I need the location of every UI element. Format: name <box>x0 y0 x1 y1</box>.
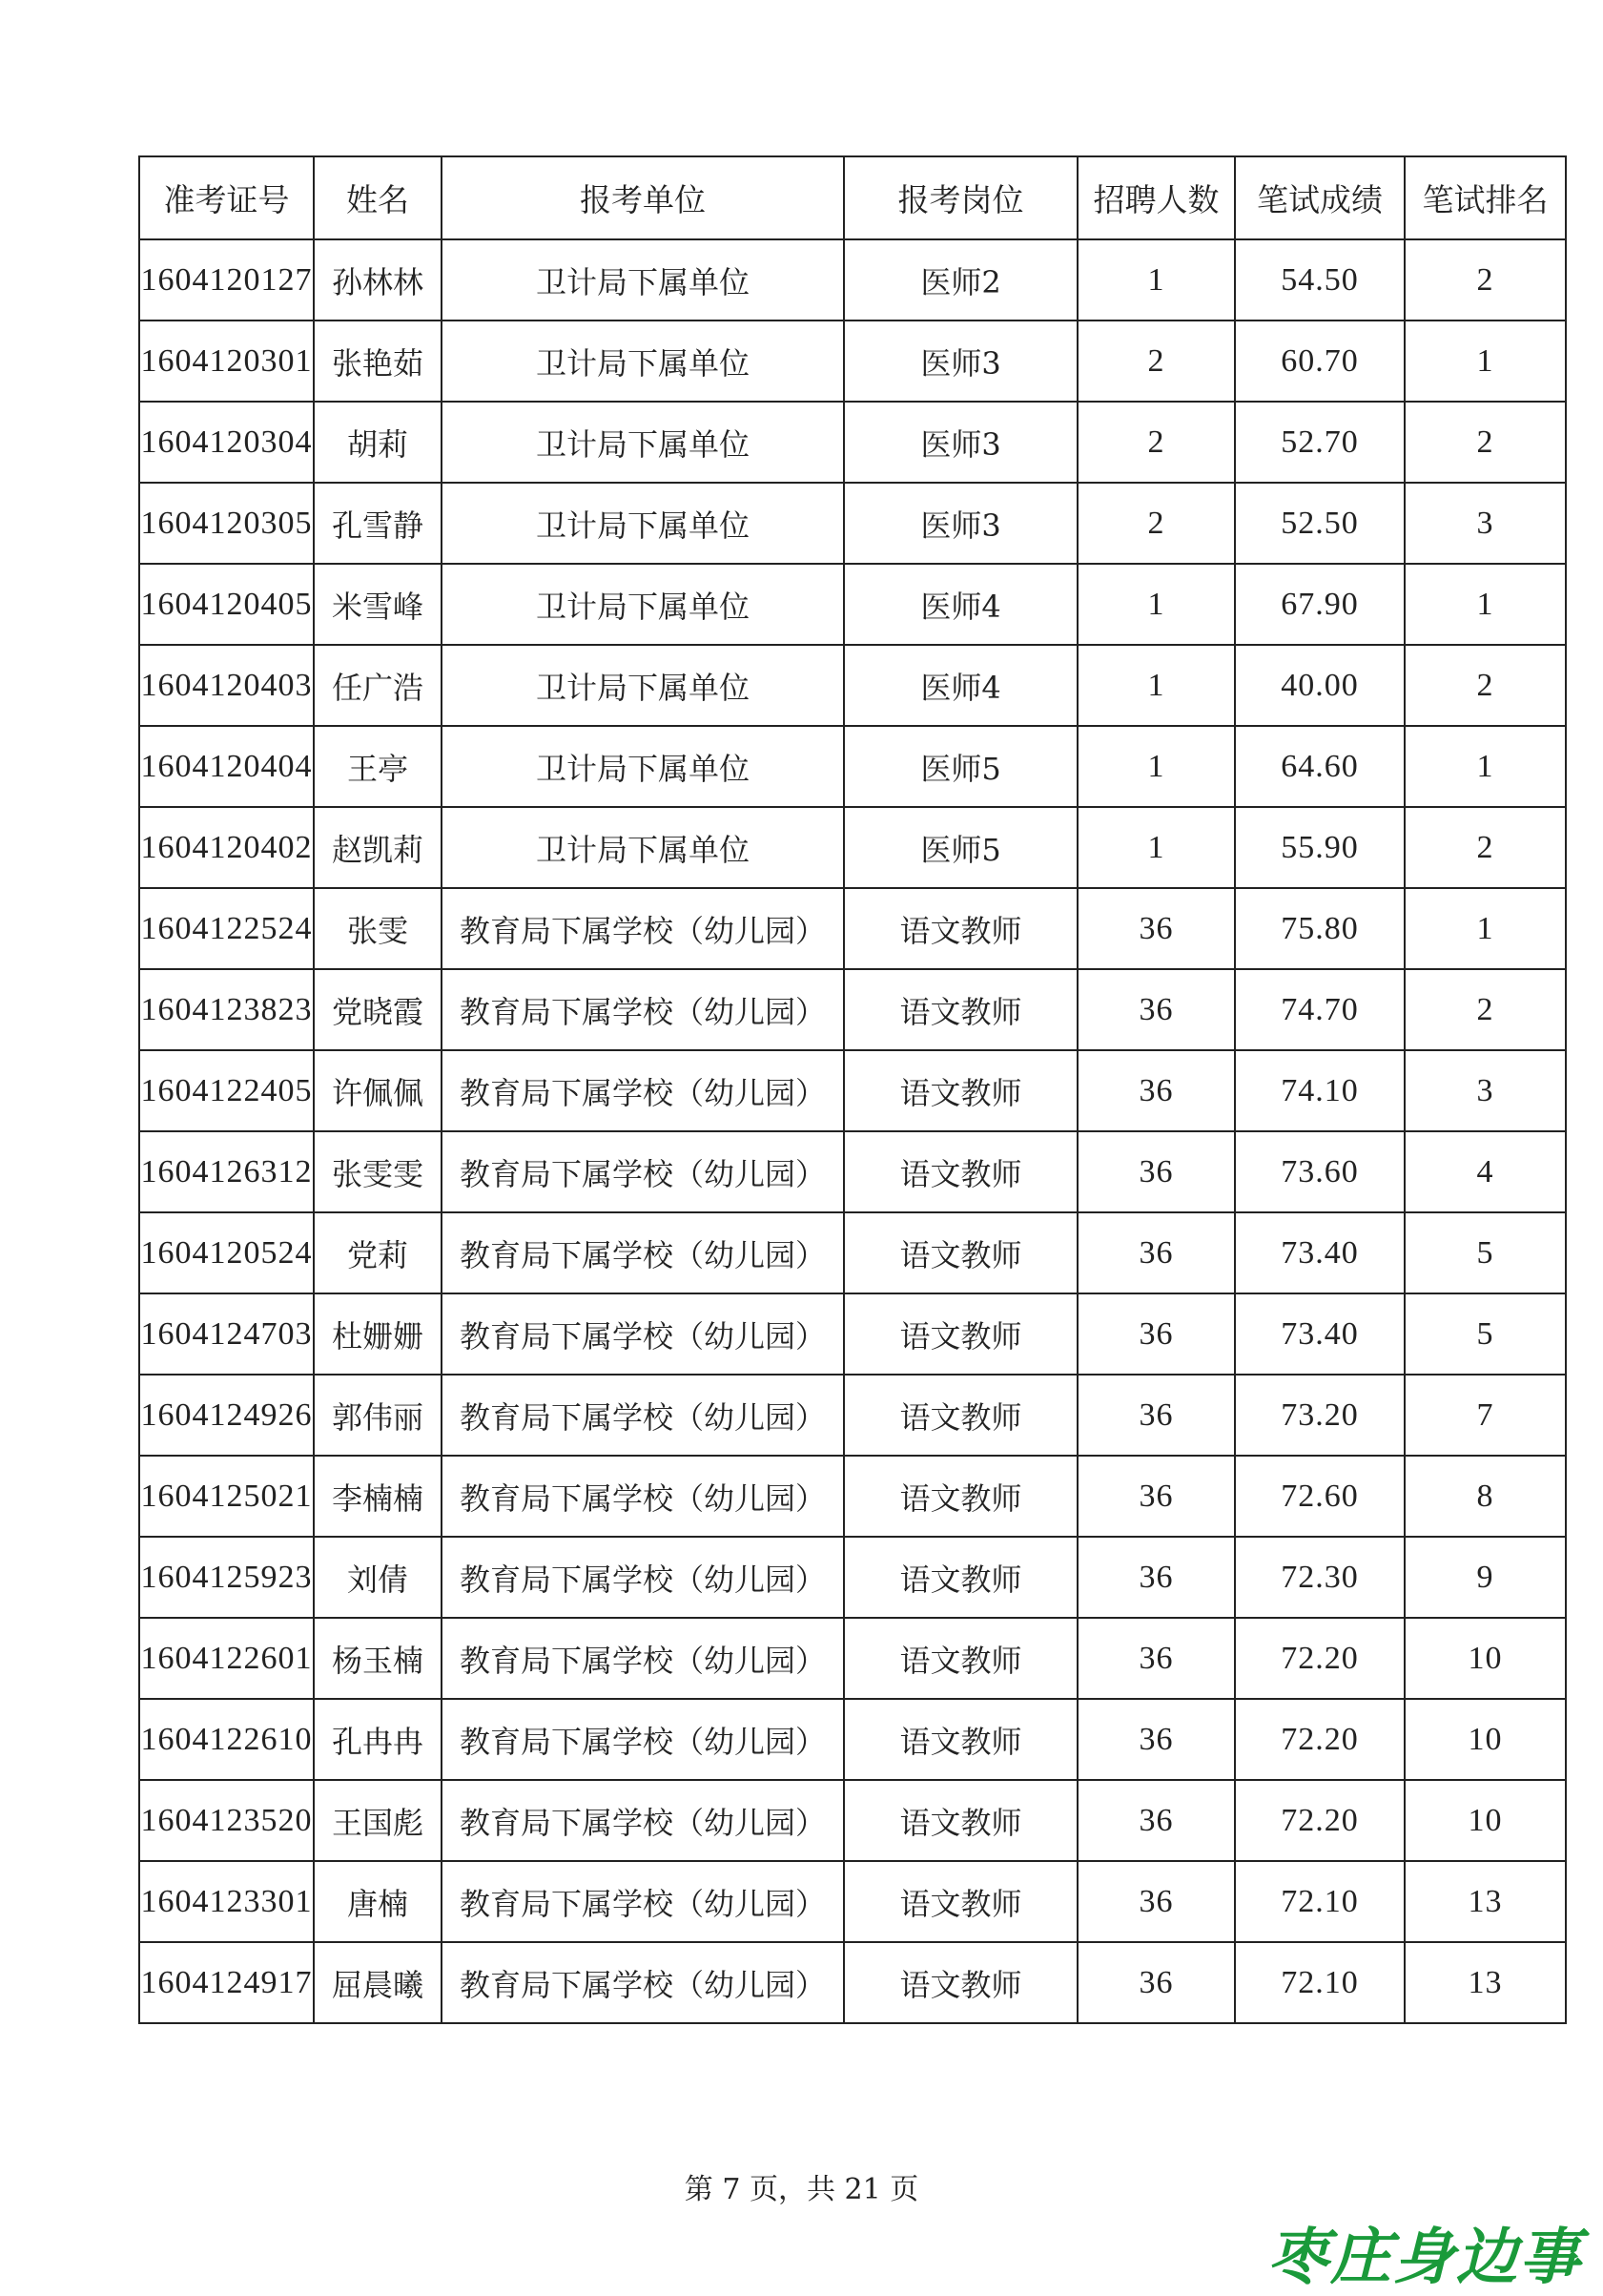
cell-name: 屈晨曦 <box>314 1942 442 2023</box>
table-row <box>139 1293 1566 1375</box>
cell-written-rank: 8 <box>1405 1456 1566 1537</box>
cell-written-score: 74.70 <box>1235 969 1405 1050</box>
cell-written-score: 73.40 <box>1235 1293 1405 1375</box>
cell-written-rank: 2 <box>1405 645 1566 726</box>
cell-written-score: 72.60 <box>1235 1456 1405 1537</box>
cell-name: 党莉 <box>314 1212 442 1293</box>
cell-written-rank: 2 <box>1405 969 1566 1050</box>
cell-name: 孔冉冉 <box>314 1699 442 1780</box>
header-written-score: 笔试成绩 <box>1235 156 1405 239</box>
cell-written-rank: 2 <box>1405 402 1566 483</box>
page-number: 第 7 页，共 21 页 <box>684 2173 919 2206</box>
cell-hiring-count: 36 <box>1078 1537 1235 1618</box>
cell-position: 语文教师 <box>844 1456 1078 1537</box>
cell-name: 胡莉 <box>314 402 442 483</box>
cell-written-rank: 2 <box>1405 807 1566 888</box>
cell-unit: 教育局下属学校（幼儿园） <box>442 1942 844 2023</box>
cell-hiring-count: 36 <box>1078 1131 1235 1212</box>
cell-written-score: 60.70 <box>1235 321 1405 402</box>
cell-exam-id: 1604120305 <box>139 483 314 564</box>
cell-exam-id: 1604120127 <box>139 239 314 321</box>
cell-written-rank: 3 <box>1405 1050 1566 1131</box>
cell-name: 米雪峰 <box>314 564 442 645</box>
cell-name: 党晓霞 <box>314 969 442 1050</box>
table-row <box>139 1212 1566 1293</box>
cell-written-rank: 1 <box>1405 321 1566 402</box>
cell-exam-id: 1604122601 <box>139 1618 314 1699</box>
cell-exam-id: 1604120404 <box>139 726 314 807</box>
header-name: 姓名 <box>314 156 442 239</box>
table-body <box>139 239 1566 2023</box>
cell-position: 语文教师 <box>844 888 1078 969</box>
cell-written-score: 72.30 <box>1235 1537 1405 1618</box>
cell-hiring-count: 36 <box>1078 888 1235 969</box>
header-hiring-count: 招聘人数 <box>1078 156 1235 239</box>
cell-exam-id: 1604123823 <box>139 969 314 1050</box>
cell-name: 许佩佩 <box>314 1050 442 1131</box>
cell-unit: 教育局下属学校（幼儿园） <box>442 1131 844 1212</box>
cell-exam-id: 1604120301 <box>139 321 314 402</box>
table-row <box>139 1618 1566 1699</box>
cell-exam-id: 1604120402 <box>139 807 314 888</box>
cell-position: 语文教师 <box>844 1618 1078 1699</box>
cell-written-rank: 13 <box>1405 1861 1566 1942</box>
cell-exam-id: 1604126312 <box>139 1131 314 1212</box>
cell-written-score: 64.60 <box>1235 726 1405 807</box>
header-written-rank: 笔试排名 <box>1405 156 1566 239</box>
cell-unit: 卫计局下属单位 <box>442 483 844 564</box>
cell-name: 张雯 <box>314 888 442 969</box>
cell-position: 医师5 <box>844 726 1078 807</box>
table-row <box>139 1456 1566 1537</box>
cell-written-rank: 1 <box>1405 564 1566 645</box>
cell-written-score: 72.10 <box>1235 1942 1405 2023</box>
cell-written-score: 75.80 <box>1235 888 1405 969</box>
cell-written-rank: 10 <box>1405 1780 1566 1861</box>
cell-name: 赵凯莉 <box>314 807 442 888</box>
table-row <box>139 1131 1566 1212</box>
table-row <box>139 321 1566 402</box>
cell-written-score: 72.20 <box>1235 1618 1405 1699</box>
cell-written-rank: 1 <box>1405 726 1566 807</box>
cell-position: 医师3 <box>844 321 1078 402</box>
cell-written-rank: 5 <box>1405 1212 1566 1293</box>
cell-written-score: 54.50 <box>1235 239 1405 321</box>
cell-exam-id: 1604123520 <box>139 1780 314 1861</box>
table-row <box>139 1699 1566 1780</box>
cell-hiring-count: 36 <box>1078 1861 1235 1942</box>
table-row <box>139 1375 1566 1456</box>
header-exam-id: 准考证号 <box>139 156 314 239</box>
table-row <box>139 807 1566 888</box>
score-table <box>138 155 1567 2024</box>
table-row <box>139 564 1566 645</box>
cell-written-rank: 9 <box>1405 1537 1566 1618</box>
cell-name: 杜姗姗 <box>314 1293 442 1375</box>
cell-exam-id: 1604125021 <box>139 1456 314 1537</box>
cell-written-score: 55.90 <box>1235 807 1405 888</box>
cell-unit: 教育局下属学校（幼儿园） <box>442 1861 844 1942</box>
cell-exam-id: 1604122524 <box>139 888 314 969</box>
cell-position: 医师4 <box>844 645 1078 726</box>
cell-position: 语文教师 <box>844 1780 1078 1861</box>
cell-unit: 教育局下属学校（幼儿园） <box>442 1537 844 1618</box>
cell-hiring-count: 1 <box>1078 564 1235 645</box>
cell-exam-id: 1604120403 <box>139 645 314 726</box>
cell-unit: 教育局下属学校（幼儿园） <box>442 1293 844 1375</box>
cell-unit: 卫计局下属单位 <box>442 321 844 402</box>
cell-written-score: 52.50 <box>1235 483 1405 564</box>
cell-exam-id: 1604120405 <box>139 564 314 645</box>
cell-position: 医师4 <box>844 564 1078 645</box>
cell-written-score: 73.20 <box>1235 1375 1405 1456</box>
cell-position: 医师3 <box>844 402 1078 483</box>
cell-written-rank: 2 <box>1405 239 1566 321</box>
cell-position: 语文教师 <box>844 1131 1078 1212</box>
cell-position: 语文教师 <box>844 1699 1078 1780</box>
cell-hiring-count: 36 <box>1078 1456 1235 1537</box>
cell-written-score: 72.20 <box>1235 1780 1405 1861</box>
header-unit: 报考单位 <box>442 156 844 239</box>
cell-name: 张雯雯 <box>314 1131 442 1212</box>
cell-written-rank: 3 <box>1405 483 1566 564</box>
cell-hiring-count: 2 <box>1078 483 1235 564</box>
cell-hiring-count: 36 <box>1078 1293 1235 1375</box>
cell-written-score: 67.90 <box>1235 564 1405 645</box>
cell-unit: 教育局下属学校（幼儿园） <box>442 888 844 969</box>
cell-name: 孙林林 <box>314 239 442 321</box>
cell-written-score: 73.60 <box>1235 1131 1405 1212</box>
table-row <box>139 888 1566 969</box>
cell-hiring-count: 2 <box>1078 402 1235 483</box>
cell-position: 医师3 <box>844 483 1078 564</box>
cell-written-rank: 4 <box>1405 1131 1566 1212</box>
cell-unit: 卫计局下属单位 <box>442 402 844 483</box>
cell-exam-id: 1604120304 <box>139 402 314 483</box>
cell-position: 语文教师 <box>844 969 1078 1050</box>
table-header-row <box>139 156 1566 239</box>
cell-unit: 教育局下属学校（幼儿园） <box>442 1699 844 1780</box>
cell-hiring-count: 36 <box>1078 1050 1235 1131</box>
cell-hiring-count: 1 <box>1078 239 1235 321</box>
cell-unit: 教育局下属学校（幼儿园） <box>442 1050 844 1131</box>
cell-position: 医师5 <box>844 807 1078 888</box>
cell-position: 医师2 <box>844 239 1078 321</box>
table-row <box>139 1780 1566 1861</box>
cell-written-rank: 10 <box>1405 1699 1566 1780</box>
cell-exam-id: 1604124703 <box>139 1293 314 1375</box>
table-row <box>139 1537 1566 1618</box>
cell-unit: 教育局下属学校（幼儿园） <box>442 969 844 1050</box>
cell-name: 张艳茹 <box>314 321 442 402</box>
cell-written-rank: 10 <box>1405 1618 1566 1699</box>
cell-hiring-count: 36 <box>1078 1618 1235 1699</box>
table-row <box>139 1050 1566 1131</box>
cell-exam-id: 1604120524 <box>139 1212 314 1293</box>
cell-exam-id: 1604123301 <box>139 1861 314 1942</box>
table-row <box>139 645 1566 726</box>
table-row <box>139 1942 1566 2023</box>
cell-written-rank: 5 <box>1405 1293 1566 1375</box>
cell-unit: 卫计局下属单位 <box>442 239 844 321</box>
cell-written-score: 72.20 <box>1235 1699 1405 1780</box>
cell-hiring-count: 36 <box>1078 969 1235 1050</box>
cell-name: 郭伟丽 <box>314 1375 442 1456</box>
cell-name: 刘倩 <box>314 1537 442 1618</box>
cell-hiring-count: 36 <box>1078 1780 1235 1861</box>
cell-written-score: 40.00 <box>1235 645 1405 726</box>
table-row <box>139 969 1566 1050</box>
cell-exam-id: 1604125923 <box>139 1537 314 1618</box>
cell-exam-id: 1604124917 <box>139 1942 314 2023</box>
cell-hiring-count: 36 <box>1078 1699 1235 1780</box>
cell-name: 唐楠 <box>314 1861 442 1942</box>
cell-unit: 教育局下属学校（幼儿园） <box>442 1780 844 1861</box>
cell-written-score: 52.70 <box>1235 402 1405 483</box>
cell-written-score: 74.10 <box>1235 1050 1405 1131</box>
cell-unit: 教育局下属学校（幼儿园） <box>442 1212 844 1293</box>
cell-hiring-count: 36 <box>1078 1375 1235 1456</box>
table-row <box>139 726 1566 807</box>
cell-position: 语文教师 <box>844 1537 1078 1618</box>
watermark-logo: 枣庄身边事 <box>1267 2223 1582 2293</box>
table-row <box>139 402 1566 483</box>
cell-name: 李楠楠 <box>314 1456 442 1537</box>
cell-hiring-count: 36 <box>1078 1212 1235 1293</box>
cell-unit: 卫计局下属单位 <box>442 564 844 645</box>
cell-position: 语文教师 <box>844 1375 1078 1456</box>
table-row <box>139 483 1566 564</box>
cell-unit: 卫计局下属单位 <box>442 726 844 807</box>
cell-hiring-count: 1 <box>1078 807 1235 888</box>
cell-exam-id: 1604122610 <box>139 1699 314 1780</box>
cell-name: 杨玉楠 <box>314 1618 442 1699</box>
cell-position: 语文教师 <box>844 1212 1078 1293</box>
cell-position: 语文教师 <box>844 1293 1078 1375</box>
cell-hiring-count: 1 <box>1078 726 1235 807</box>
cell-written-score: 72.10 <box>1235 1861 1405 1942</box>
cell-name: 王国彪 <box>314 1780 442 1861</box>
cell-position: 语文教师 <box>844 1861 1078 1942</box>
cell-unit: 卫计局下属单位 <box>442 807 844 888</box>
cell-name: 孔雪静 <box>314 483 442 564</box>
cell-unit: 教育局下属学校（幼儿园） <box>442 1618 844 1699</box>
cell-position: 语文教师 <box>844 1050 1078 1131</box>
table-row <box>139 1861 1566 1942</box>
cell-position: 语文教师 <box>844 1942 1078 2023</box>
cell-hiring-count: 36 <box>1078 1942 1235 2023</box>
cell-name: 任广浩 <box>314 645 442 726</box>
cell-written-rank: 1 <box>1405 888 1566 969</box>
cell-exam-id: 1604124926 <box>139 1375 314 1456</box>
header-position: 报考岗位 <box>844 156 1078 239</box>
cell-written-rank: 7 <box>1405 1375 1566 1456</box>
cell-written-rank: 13 <box>1405 1942 1566 2023</box>
cell-hiring-count: 1 <box>1078 645 1235 726</box>
cell-unit: 教育局下属学校（幼儿园） <box>442 1456 844 1537</box>
cell-name: 王亭 <box>314 726 442 807</box>
cell-unit: 教育局下属学校（幼儿园） <box>442 1375 844 1456</box>
cell-exam-id: 1604122405 <box>139 1050 314 1131</box>
cell-hiring-count: 2 <box>1078 321 1235 402</box>
cell-unit: 卫计局下属单位 <box>442 645 844 726</box>
table-row <box>139 239 1566 321</box>
cell-written-score: 73.40 <box>1235 1212 1405 1293</box>
